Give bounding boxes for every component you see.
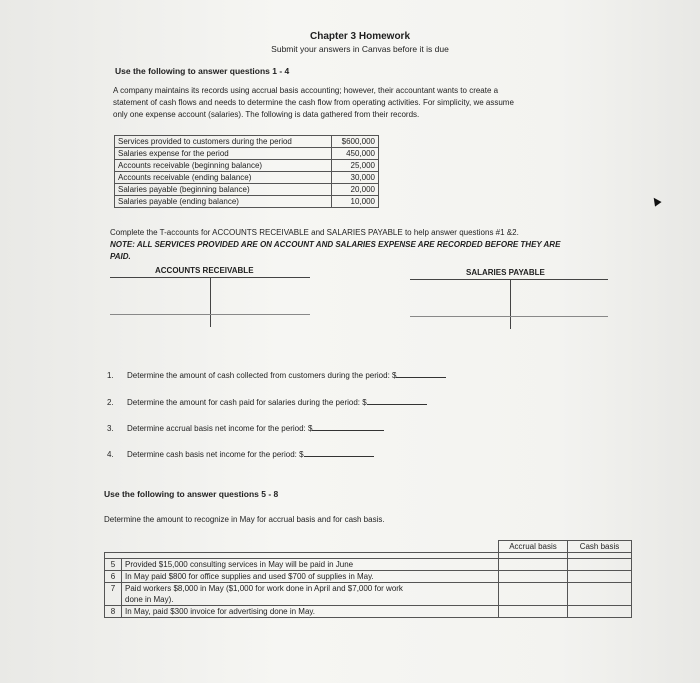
data-value: 30,000 <box>332 172 379 184</box>
data-label: Salaries payable (ending balance) <box>115 196 332 208</box>
grid-row-text <box>122 583 499 606</box>
data-label: Accounts receivable (ending balance) <box>115 172 332 184</box>
grid-row-5 <box>105 559 632 571</box>
note-line-1: NOTE: ALL SERVICES PROVIDED ARE ON ACCOUNT AND SALARIES EXPENSE ARE RECORDED BEFORE THEY ARE <box>110 240 561 249</box>
question-2: 2. Determine the amount for cash paid for salaries during the period: $ <box>107 396 427 407</box>
part1-heading: Use the following to answer questions 1 - 4 <box>115 66 290 76</box>
t-account-ar-divider <box>210 277 211 327</box>
cash-answer-cell[interactable] <box>568 571 632 583</box>
data-table-row <box>115 160 379 172</box>
data-value: 25,000 <box>332 160 379 172</box>
accrual-answer-cell[interactable] <box>499 571 568 583</box>
accrual-answer-cell[interactable] <box>499 583 568 606</box>
col-accrual-basis: Accrual basis <box>499 541 568 553</box>
part2-heading: Use the following to answer questions 5 - 8 <box>104 489 279 499</box>
page-title: Chapter 3 Homework <box>309 31 411 42</box>
page-subtitle: Submit your answers in Canvas before it is due <box>271 44 449 54</box>
data-table-row <box>115 172 379 184</box>
t-account-ar-bottom-line <box>110 314 310 315</box>
grid-row-6 <box>105 571 632 583</box>
t-account-sp-title: SALARIES PAYABLE <box>466 268 545 277</box>
question-3: 3. Determine accrual basis net income for the period: $ <box>107 422 384 433</box>
data-table-row <box>115 148 379 160</box>
t-account-instruction: Complete the T-accounts for ACCOUNTS RECEIVABLE and SALARIES PAYABLE to help answer questions #1 &2. <box>110 228 519 237</box>
answer-blank-2[interactable] <box>367 396 427 405</box>
data-value: $600,000 <box>332 136 379 148</box>
grid-row-number: 8 <box>105 606 122 618</box>
data-table-row <box>115 136 379 148</box>
t-account-sp-top-line <box>410 279 608 280</box>
accrual-answer-cell[interactable] <box>499 606 568 618</box>
grid-row-number: 5 <box>105 559 122 571</box>
question-4: 4. Determine cash basis net income for the period: $ <box>107 448 374 459</box>
answer-blank-3[interactable] <box>312 422 384 431</box>
cash-answer-cell[interactable] <box>568 583 632 606</box>
col-cash-basis: Cash basis <box>568 541 632 553</box>
data-table-row <box>115 184 379 196</box>
data-value: 10,000 <box>332 196 379 208</box>
grid-row-text <box>122 571 499 583</box>
grid-header-row <box>105 541 632 553</box>
grid-row-7 <box>105 583 632 606</box>
mouse-pointer-icon <box>650 195 661 206</box>
t-account-sp-divider <box>510 279 511 329</box>
intro-line-3: only one expense account (salaries). The following is data gathered from their records. <box>113 110 420 119</box>
note-line-2: PAID. <box>110 252 131 261</box>
data-label: Salaries expense for the period <box>115 148 332 160</box>
intro-line-1: A company maintains its records using accrual basis accounting; however, their accountant wants to create a <box>113 86 499 95</box>
grid-row-text-line-2: done in May). <box>125 595 174 604</box>
grid-row-text <box>122 606 499 618</box>
data-label: Services provided to customers during the period <box>115 136 332 148</box>
data-value: 20,000 <box>332 184 379 196</box>
grid-row-text-line: Paid workers $8,000 in May ($1,000 for work done in April and $7,000 for work <box>125 584 403 593</box>
grid-row-text-line: In May, paid $300 invoice for advertising done in May. <box>125 607 316 616</box>
answer-blank-1[interactable] <box>396 369 446 378</box>
t-account-ar-title: ACCOUNTS RECEIVABLE <box>155 266 254 275</box>
grid-row-number: 7 <box>105 583 122 606</box>
t-account-sp-bottom-line <box>410 316 608 317</box>
intro-line-2: statement of cash flows and needs to determine the cash flow from operating activities. For simplicity, we assume <box>113 98 514 107</box>
grid-row-text-line: In May paid $800 for office supplies and used $700 of supplies in May. <box>125 572 374 581</box>
data-label: Accounts receivable (beginning balance) <box>115 160 332 172</box>
data-value: 450,000 <box>332 148 379 160</box>
cash-answer-cell[interactable] <box>568 559 632 571</box>
data-table-row <box>115 196 379 208</box>
answer-blank-4[interactable] <box>304 448 374 457</box>
data-label: Salaries payable (beginning balance) <box>115 184 332 196</box>
cash-answer-cell[interactable] <box>568 606 632 618</box>
grid-row-text-line: Provided $15,000 consulting services in May will be paid in June <box>125 560 354 569</box>
data-table <box>114 135 379 208</box>
part2-instruction: Determine the amount to recognize in May for accrual basis and for cash basis. <box>104 515 385 524</box>
grid-row-number: 6 <box>105 571 122 583</box>
grid-row-text <box>122 559 499 571</box>
grid-row-8 <box>105 606 632 618</box>
question-1: 1. Determine the amount of cash collected from customers during the period: $ <box>107 369 446 380</box>
accrual-answer-cell[interactable] <box>499 559 568 571</box>
accrual-cash-table <box>104 540 632 618</box>
